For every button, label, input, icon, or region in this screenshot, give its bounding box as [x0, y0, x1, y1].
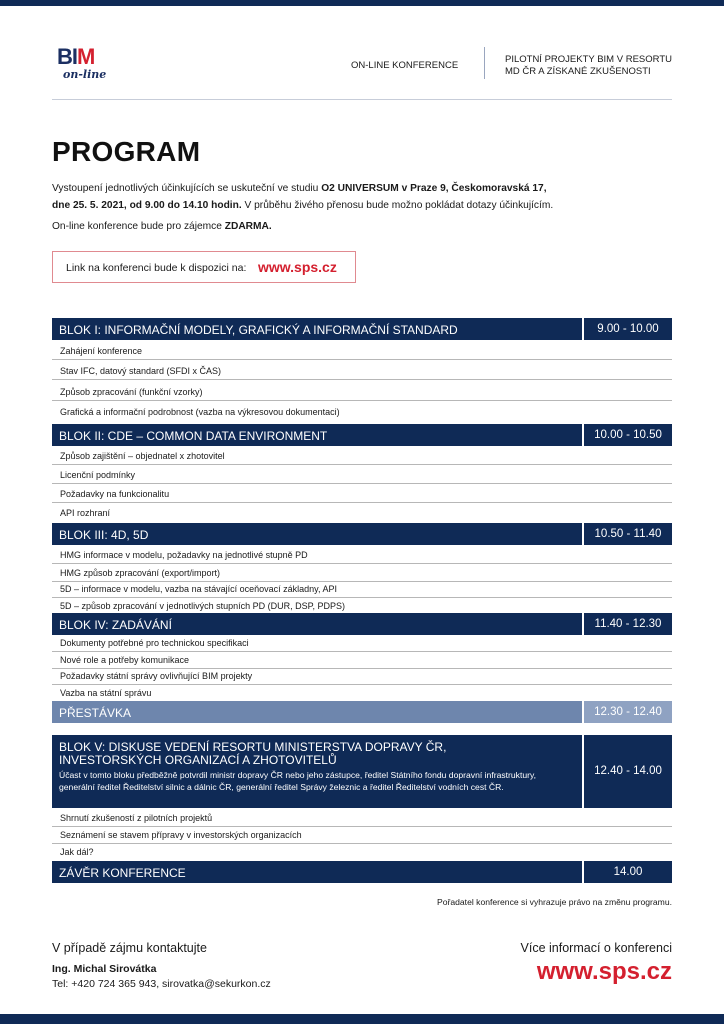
contact-heading: V případě zájmu kontaktujte: [52, 941, 207, 955]
logo-bim-text: BIM: [57, 44, 95, 69]
list-item: [52, 580, 672, 598]
intro-text: [52, 180, 652, 235]
block-1-time: 9.00 - 10.00: [582, 318, 672, 340]
free-a: On-line konference bude pro zájemce: [52, 221, 225, 232]
closing-time: 14.00: [582, 861, 672, 883]
intro-date: dne 25. 5. 2021, od 9.00 do 14.10 hodin.: [52, 200, 242, 211]
closing-header: [52, 861, 672, 883]
list-item-label: Licenční podmínky: [60, 470, 136, 480]
conference-subject-line2: MD ČR A ZÍSKANÉ ZKUŠENOSTI: [505, 66, 651, 77]
free-b: ZDARMA.: [224, 221, 272, 232]
list-item-label: HMG způsob zpracování (export/import): [60, 568, 221, 578]
list-item-label: 5D – způsob zpracování v jednotlivých stupních PD (DUR, DSP, PDPS): [60, 601, 345, 611]
conference-subject-line1: PILOTNÍ PROJEKTY BIM V RESORTU: [505, 54, 672, 65]
conference-link-box: [52, 251, 356, 283]
block-5-time: 12.40 - 14.00: [582, 735, 672, 808]
more-info-label: Více informací o konferenci: [520, 941, 672, 955]
list-item-label: Grafická a informační podrobnost (vazba na výkresovou dokumentaci): [60, 407, 340, 417]
conference-subject: [505, 54, 672, 78]
intro-paragraph: [52, 180, 652, 214]
list-item-label: Způsob zpracování (funkční vzorky): [60, 387, 203, 397]
list-item-label: Způsob zajištění – objednatel x zhotovitel: [60, 451, 225, 461]
pause-title: PŘESTÁVKA: [59, 706, 132, 720]
bim-online-logo: [57, 44, 115, 90]
pause-time: 12.30 - 12.40: [582, 701, 672, 723]
block-5-title-line1: BLOK V: DISKUSE VEDENÍ RESORTU MINISTERSTVA DOPRAVY ČR,: [59, 740, 447, 754]
list-item: [52, 447, 672, 465]
list-item-label: Jak dál?: [60, 847, 94, 857]
header-divider: [52, 99, 672, 100]
intro-b: V průběhu živého přenosu bude možno pokládat dotazy účinkujícím.: [241, 200, 554, 211]
more-info-url[interactable]: www.sps.cz: [536, 958, 672, 985]
block-3-time: 10.50 - 11.40: [582, 523, 672, 545]
block-5-title-line2: INVESTORSKÝCH ORGANIZACÍ A ZHOTOVITELŮ: [59, 753, 337, 767]
block-5-description: Účast v tomto bloku předběžně potvrdil ministr dopravy ČR nebo jeho zástupce, ředitel Státního fondu dopravní infrastruktury, generální ředitel Ředitelství silnic a dálnic ČR, generální ředitel Správy železnic a ředitel Ředitelství vodních cest ČR.: [59, 770, 537, 792]
block-4-title: BLOK IV: ZADÁVÁNÍ: [59, 618, 172, 632]
list-item: [52, 403, 672, 421]
list-item-label: API rozhraní: [60, 508, 111, 518]
intro-venue: O2 UNIVERSUM v Praze 9, Českomoravská 17,: [321, 183, 547, 194]
conference-link-url[interactable]: www.sps.cz: [258, 259, 337, 275]
program-change-note: Pořadatel konference si vyhrazuje právo na změnu programu.: [436, 897, 672, 907]
block-2-title: BLOK II: CDE – COMMON DATA ENVIRONMENT: [59, 429, 328, 443]
list-item-label: HMG informace v modelu, požadavky na jednotlivé stupně PD: [60, 550, 308, 560]
header-separator: [484, 47, 485, 79]
block-5-title: [59, 741, 559, 767]
list-item-label: Vazba na státní správu: [60, 688, 152, 698]
closing-title: ZÁVĚR KONFERENCE: [59, 866, 186, 880]
list-item-label: Shrnutí zkušeností z pilotních projektů: [60, 813, 213, 823]
list-item: [52, 809, 672, 827]
contact-details: Tel: +420 724 365 943, sirovatka@sekurkon.cz: [52, 978, 271, 990]
block-2-header: [52, 424, 672, 446]
list-item: [52, 383, 672, 401]
list-item-label: Seznámení se stavem přípravy v investorských organizacích: [60, 830, 302, 840]
intro-a: Vystoupení jednotlivých účinkujících se uskuteční ve studiu: [52, 183, 322, 194]
block-4-time: 11.40 - 12.30: [582, 613, 672, 635]
list-item-label: Nové role a potřeby komunikace: [60, 655, 190, 665]
list-item: [52, 546, 672, 564]
logo-online-text: on-line: [63, 68, 107, 81]
list-item-label: Požadavky na funkcionalitu: [60, 489, 170, 499]
list-item: [52, 342, 672, 360]
list-item: [52, 504, 672, 522]
page-title: PROGRAM: [52, 136, 201, 167]
bottom-bar: [0, 1014, 724, 1024]
list-item: [52, 634, 672, 652]
top-bar: [0, 0, 724, 6]
block-1-header: [52, 318, 672, 340]
list-item: [52, 684, 672, 702]
pause-header: [52, 701, 672, 723]
list-item: [52, 485, 672, 503]
block-3-header: [52, 523, 672, 545]
conference-link-label: Link na konferenci bude k dispozici na:: [66, 262, 247, 274]
list-item-label: Požadavky státní správy ovlivňující BIM projekty: [60, 671, 253, 681]
block-1-title: BLOK I: INFORMAČNÍ MODELY, GRAFICKÝ A INFORMAČNÍ STANDARD: [59, 323, 458, 337]
list-item: [52, 843, 672, 861]
list-item: [52, 466, 672, 484]
contact-name: Ing. Michal Sirovátka: [52, 963, 157, 975]
list-item-label: Dokumenty potřebné pro technickou specifikaci: [60, 638, 249, 648]
block-4-header: [52, 613, 672, 635]
block-5-header: [52, 735, 672, 808]
list-item-label: Zahájení konference: [60, 346, 143, 356]
block-3-title: BLOK III: 4D, 5D: [59, 528, 149, 542]
conference-type: ON-LINE KONFERENCE: [351, 60, 459, 71]
list-item: [52, 667, 672, 685]
free-paragraph: [52, 218, 652, 235]
list-item: [52, 362, 672, 380]
list-item-label: Stav IFC, datový standard (SFDI x ČAS): [60, 366, 222, 376]
list-item: [52, 826, 672, 844]
list-item-label: 5D – informace v modelu, vazba na stávající oceňovací základny, API: [60, 584, 337, 594]
block-2-time: 10.00 - 10.50: [582, 424, 672, 446]
